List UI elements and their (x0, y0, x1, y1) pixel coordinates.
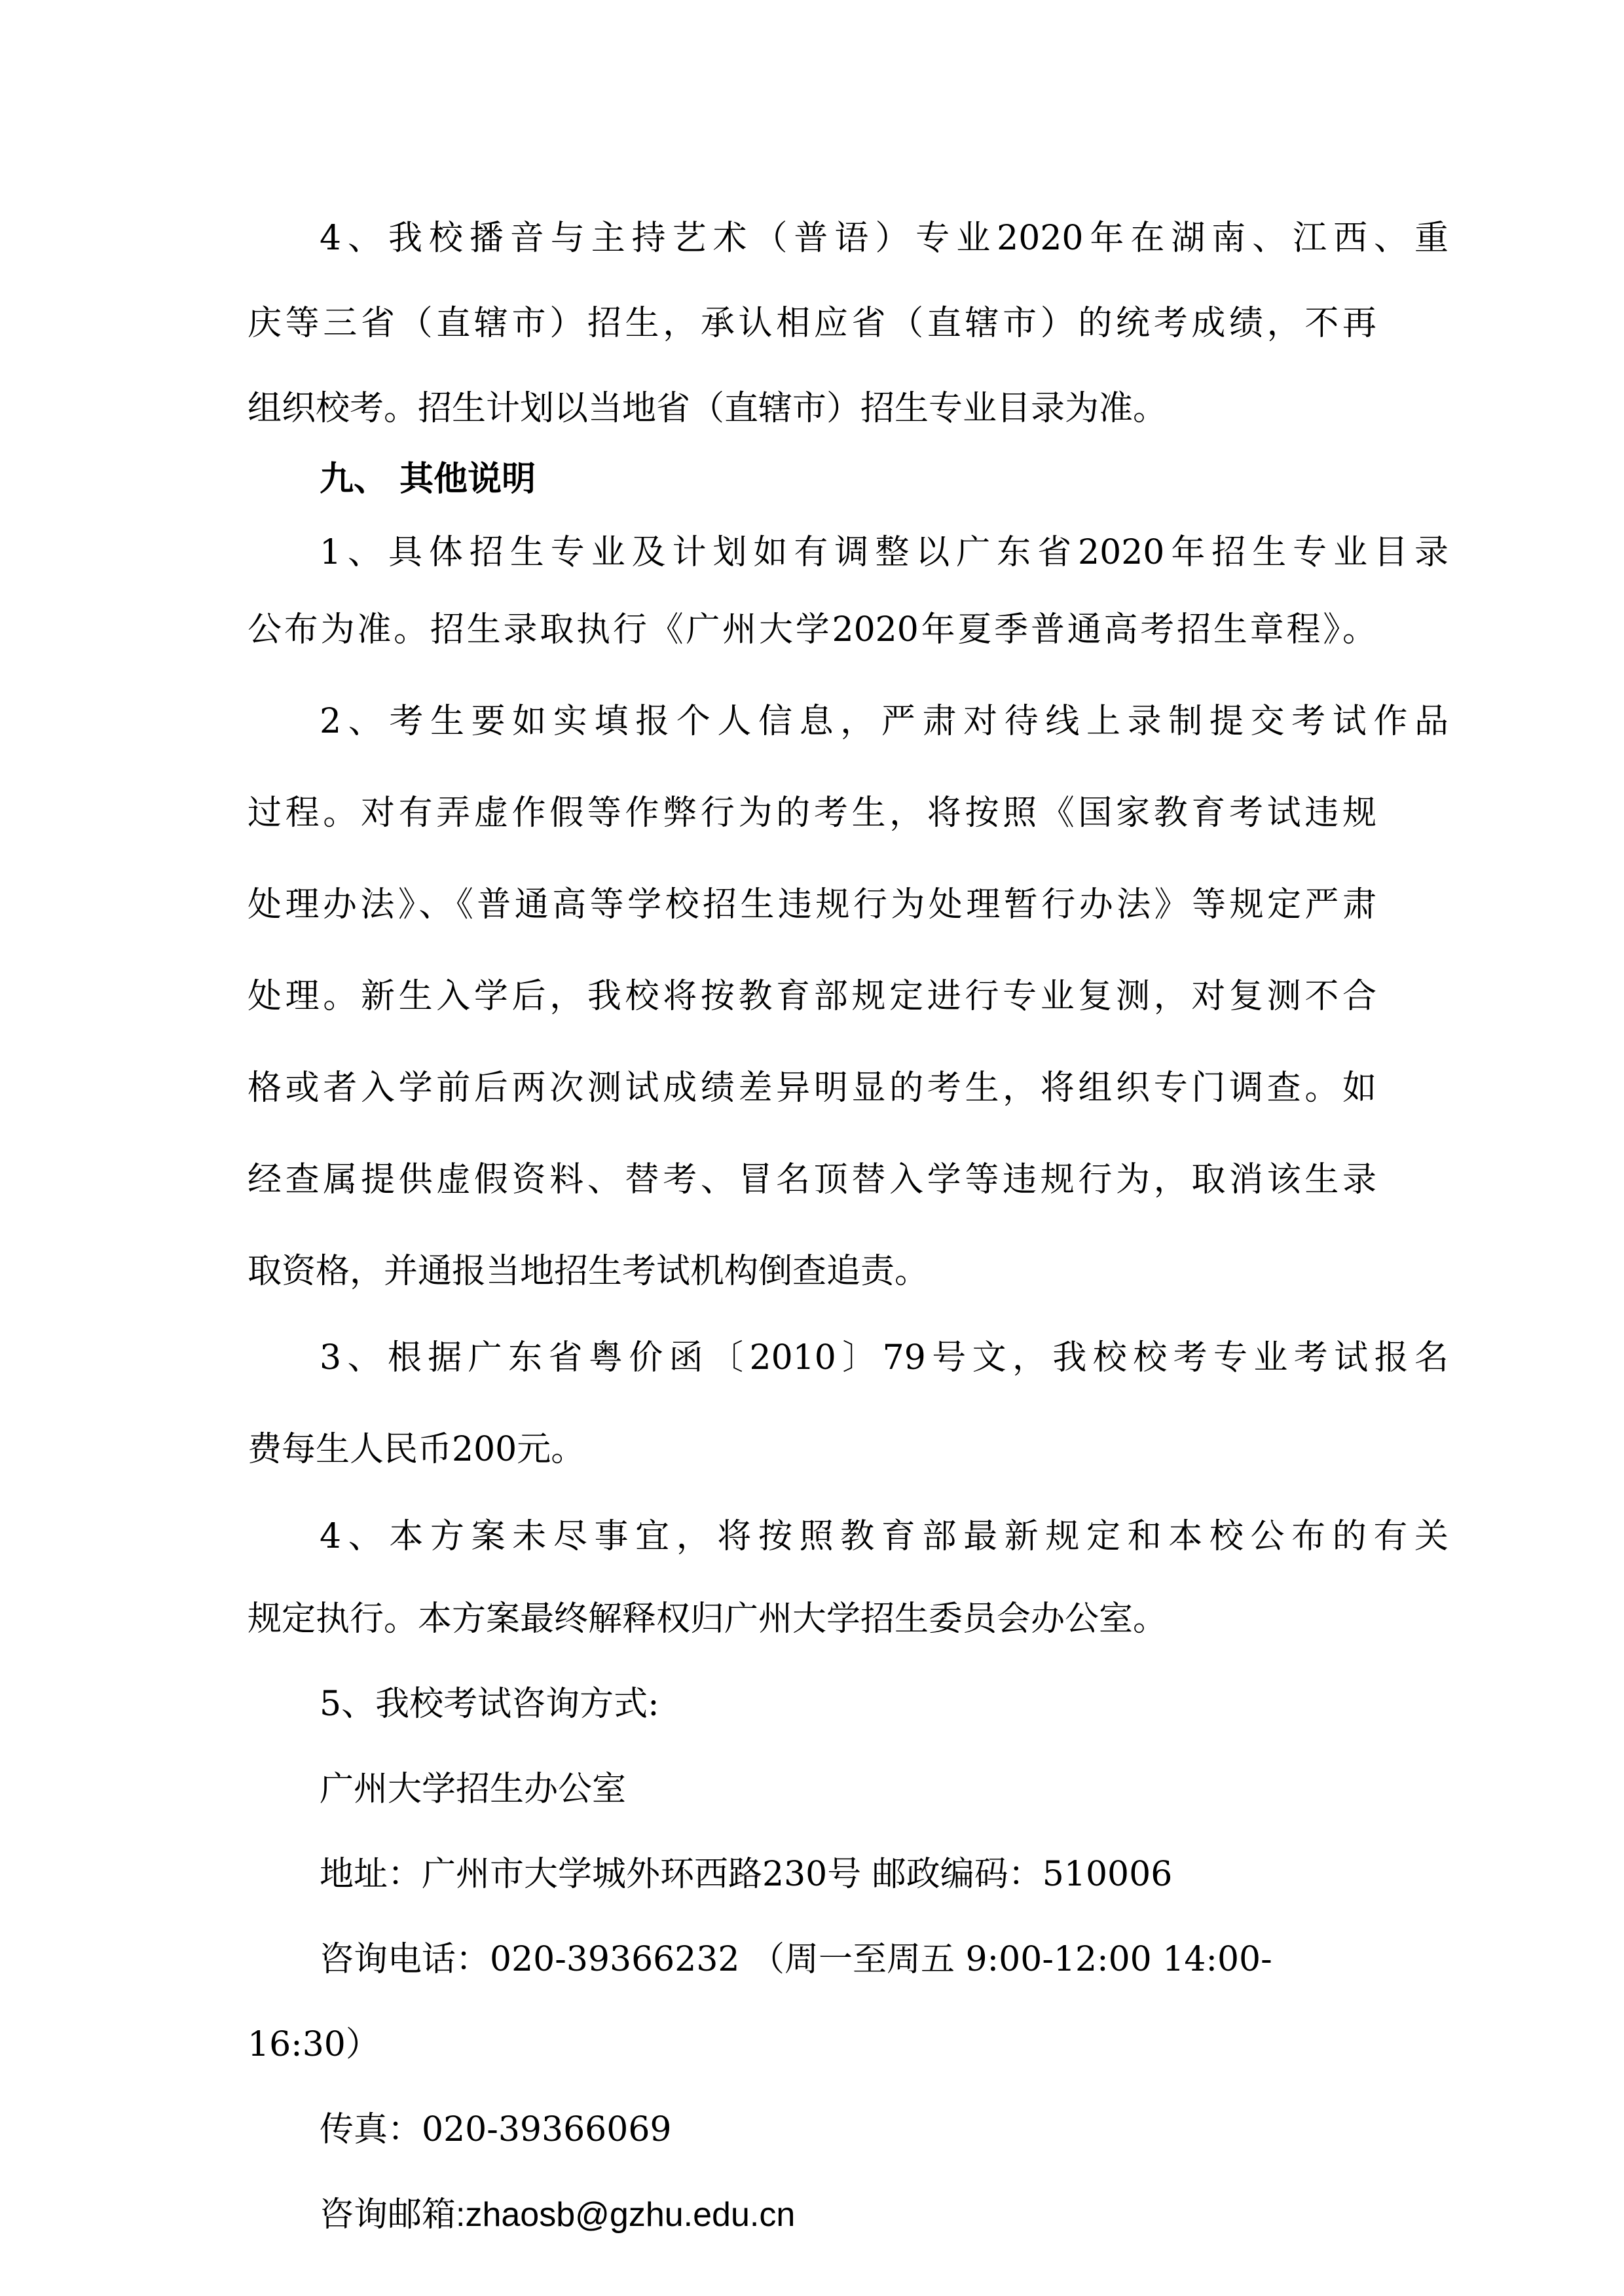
other-2-line-5: 格或者入学前后两次测试成绩差异明显的考生，将组织专门调查。如 (248, 1068, 1376, 1108)
other-1-line-1: 1、具体招生专业及计划如有调整以广东省2020年招生专业目录 (320, 533, 1449, 572)
other-1-line-2: 公布为准。招生录取执行《广州大学2020年夏季普通高考招生章程》。 (248, 610, 1376, 649)
other-4-line-1: 4、本方案未尽事宜，将按照教育部最新规定和本校公布的有关 (320, 1517, 1449, 1556)
contact-email: 咨询邮箱:zhaosb@gzhu.edu.cn (320, 2196, 796, 2234)
other-2-line-3: 处理办法》、《普通高等学校招生违规行为处理暂行办法》等规定严肃 (248, 885, 1376, 924)
item-4-line-2: 庆等三省（直辖市）招生，承认相应省（直辖市）的统考成绩，不再 (248, 304, 1376, 343)
item-4-line-3: 组织校考。招生计划以当地省（直辖市）招生专业目录为准。 (248, 389, 1168, 428)
contact-address: 地址：广州市大学城外环西路230号 邮政编码：510006 (320, 1855, 1173, 1894)
section-heading: 九、 其他说明 (320, 460, 536, 499)
contact-fax: 传真：020-39366069 (320, 2110, 672, 2149)
other-2-line-1: 2、考生要如实填报个人信息，严肃对待线上录制提交考试作品 (320, 702, 1449, 741)
other-5-heading: 5、我校考试咨询方式: (320, 1685, 659, 1724)
item-4-line-1: 4、我校播音与主持艺术（普语）专业2020年在湖南、江西、重 (320, 219, 1449, 258)
contact-phone-line-1: 咨询电话：020-39366232 （周一至周五 9:00-12:00 14:00- (320, 1940, 1272, 1979)
contact-phone-line-2: 16:30） (248, 2025, 380, 2064)
other-2-line-2: 过程。对有弄虚作假等作弊行为的考生，将按照《国家教育考试违规 (248, 793, 1376, 833)
other-4-line-2: 规定执行。本方案最终解释权归广州大学招生委员会办公室。 (248, 1599, 1168, 1639)
contact-office: 广州大学招生办公室 (320, 1770, 627, 1809)
other-3-line-1: 3、根据广东省粤价函〔2010〕79号文，我校校考专业考试报名 (320, 1338, 1449, 1377)
other-2-line-4: 处理。新生入学后，我校将按教育部规定进行专业复测，对复测不合 (248, 977, 1376, 1016)
other-2-line-7: 取资格，并通报当地招生考试机构倒查追责。 (248, 1252, 929, 1291)
other-2-line-6: 经查属提供虚假资料、替考、冒名顶替入学等违规行为，取消该生录 (248, 1160, 1376, 1199)
other-3-line-2: 费每生人民币200元。 (248, 1430, 585, 1469)
